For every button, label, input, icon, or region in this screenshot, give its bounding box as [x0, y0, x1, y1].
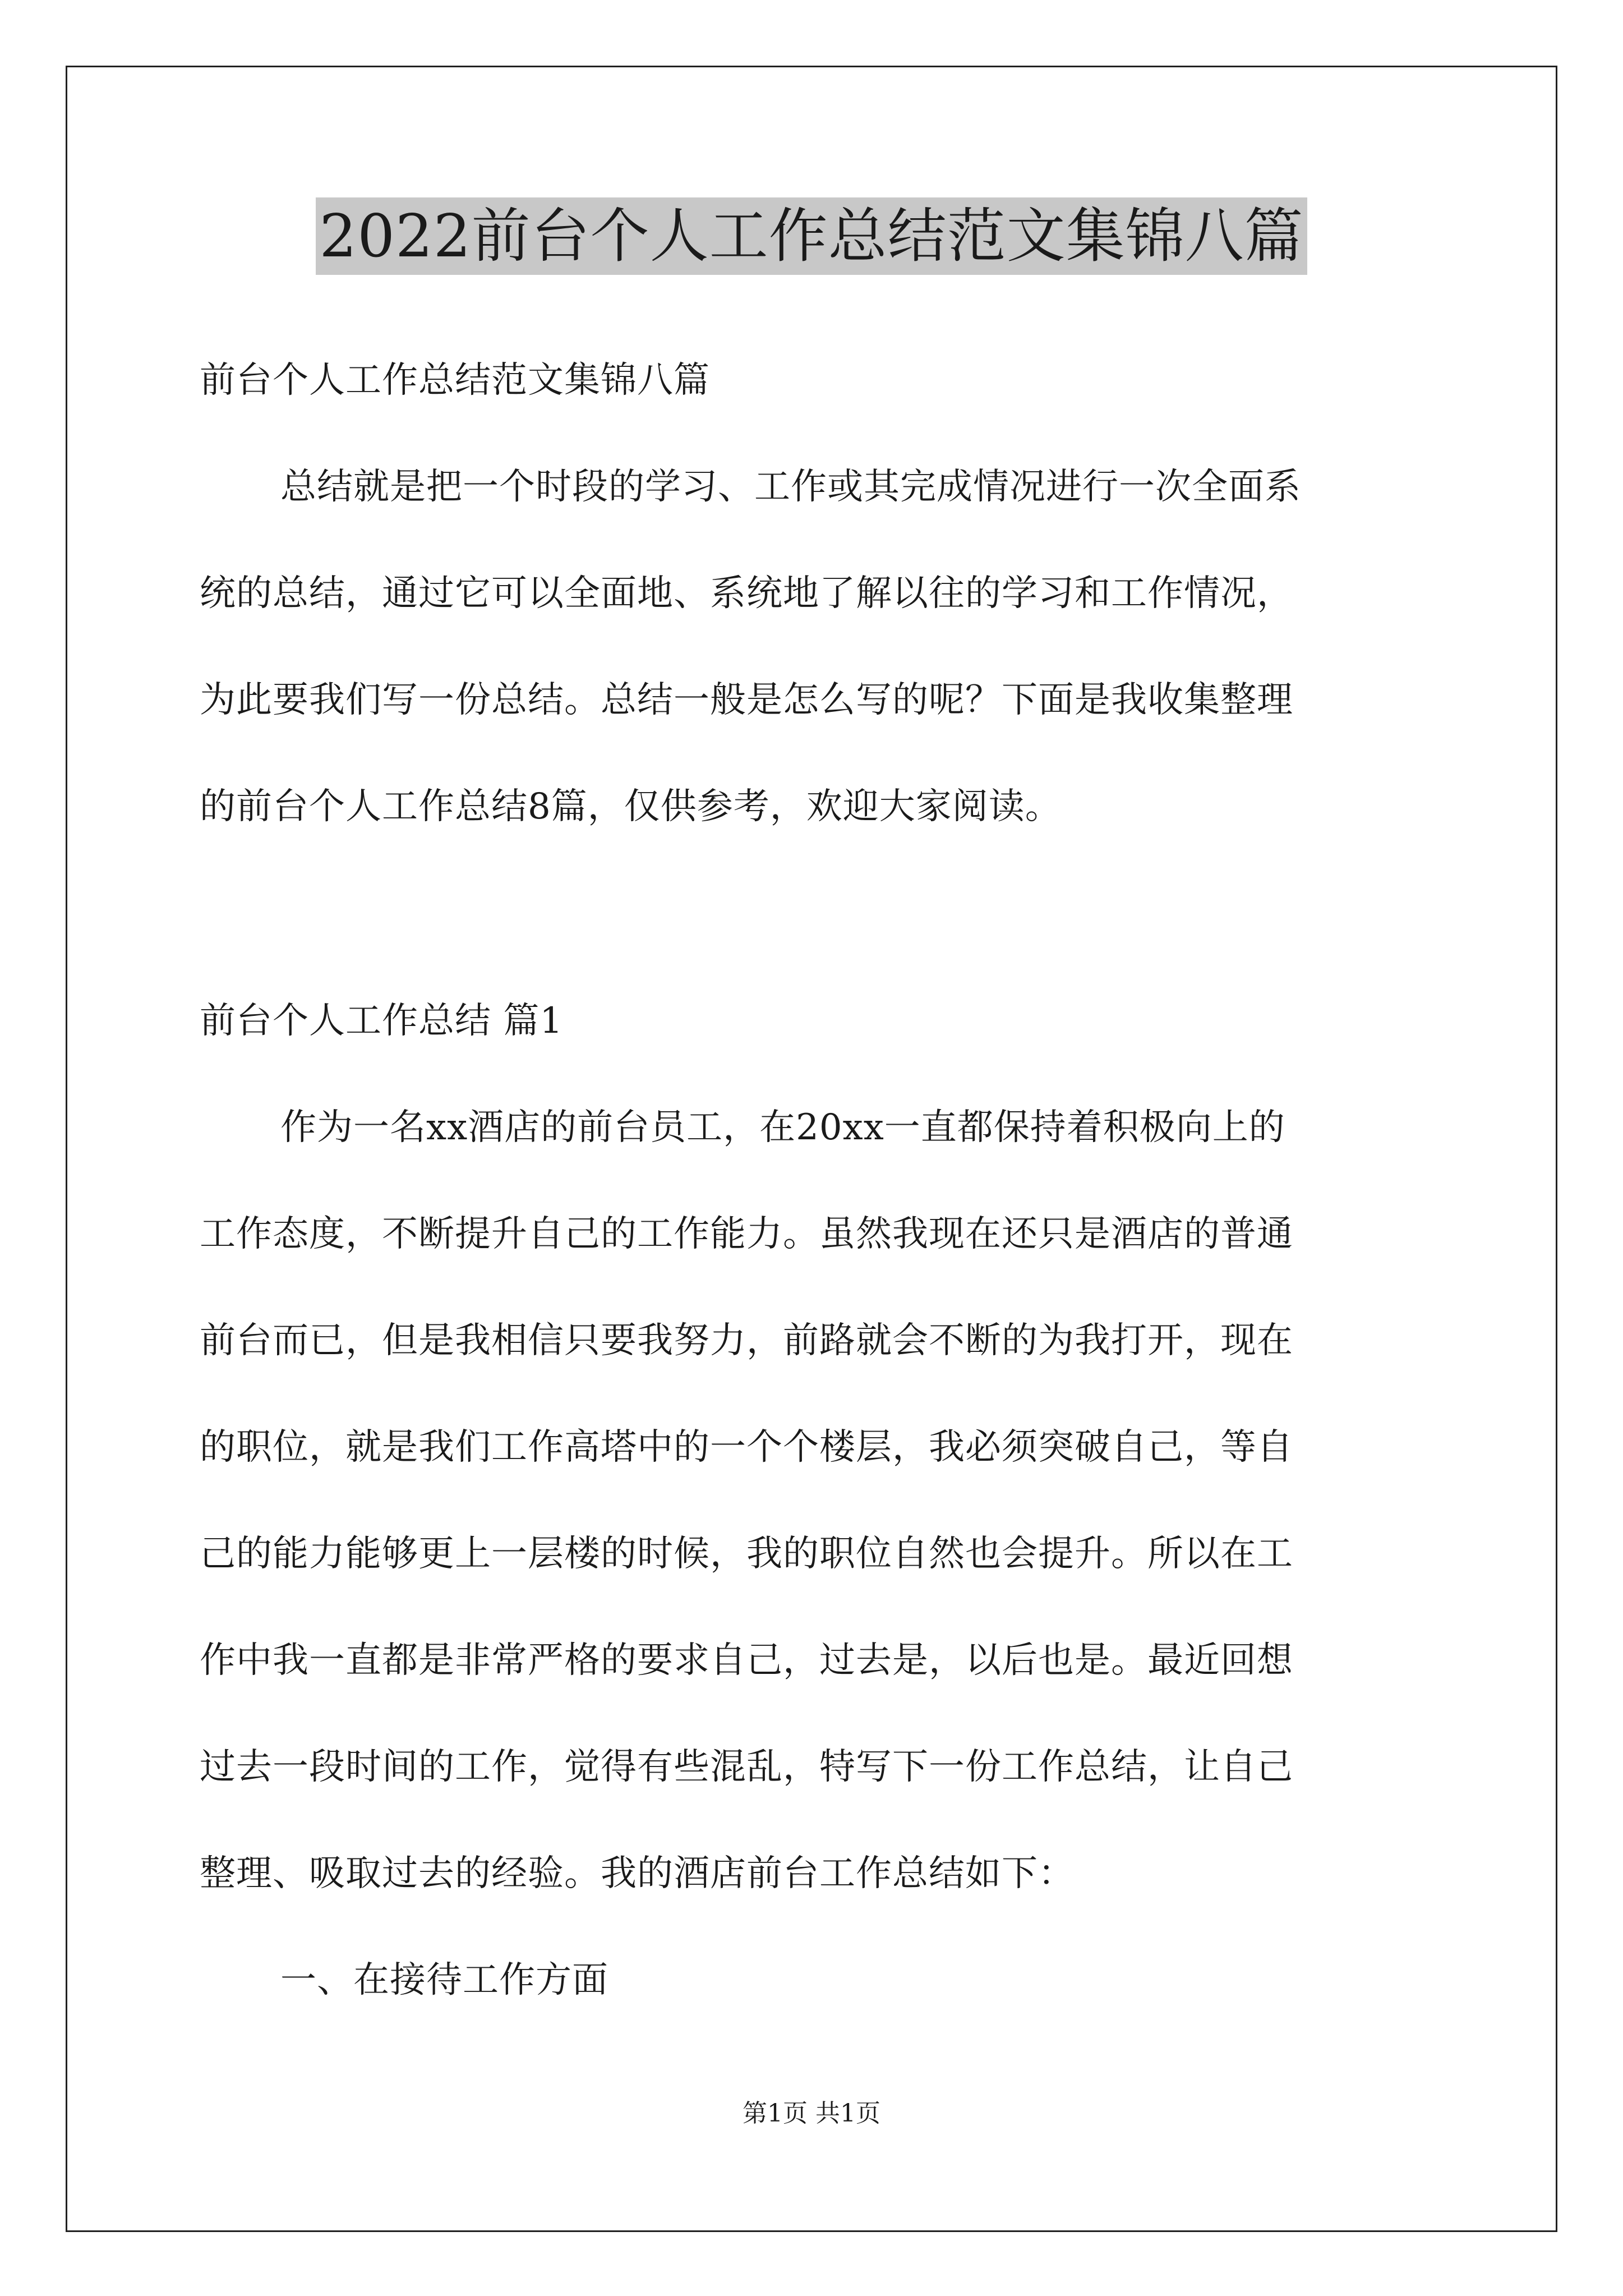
document-title: 2022前台个人工作总结范文集锦八篇 — [316, 197, 1307, 275]
title-container — [0, 197, 1623, 275]
subtitle-line: 前台个人工作总结范文集锦八篇 — [200, 360, 710, 401]
intro-line-3: 为此要我们写一份总结。总结一般是怎么写的呢？下面是我收集整理 — [200, 679, 1293, 721]
page-number-footer: 第1页 共1页 — [743, 2099, 880, 2128]
body-line-3: 前台而已，但是我相信只要我努力，前路就会不断的为我打开，现在 — [200, 1320, 1293, 1361]
intro-line-1: 总结就是把一个时段的学习、工作或其完成情况进行一次全面系 — [280, 466, 1301, 508]
body-line-2: 工作态度，不断提升自己的工作能力。虽然我现在还只是酒店的普通 — [200, 1213, 1293, 1255]
body-line-8: 整理、吸取过去的经验。我的酒店前台工作总结如下： — [200, 1853, 1075, 1894]
body-line-6: 作中我一直都是非常严格的要求自己，过去是，以后也是。最近回想 — [200, 1640, 1293, 1681]
intro-line-4: 的前台个人工作总结8篇，仅供参考，欢迎大家阅读。 — [200, 786, 1062, 827]
subsection-heading: 一、在接待工作方面 — [280, 1959, 608, 2001]
body-line-1: 作为一名xx酒店的前台员工，在20xx一直都保持着积极向上的 — [280, 1107, 1285, 1148]
body-line-7: 过去一段时间的工作，觉得有些混乱，特写下一份工作总结，让自己 — [200, 1746, 1293, 1788]
intro-line-2: 统的总结，通过它可以全面地、系统地了解以往的学习和工作情况， — [200, 573, 1293, 614]
body-line-5: 己的能力能够更上一层楼的时候，我的职位自然也会提升。所以在工 — [200, 1533, 1293, 1575]
body-line-4: 的职位，就是我们工作高塔中的一个个楼层，我必须突破自己，等自 — [200, 1427, 1293, 1468]
section-heading: 前台个人工作总结 篇1 — [200, 1000, 564, 1042]
